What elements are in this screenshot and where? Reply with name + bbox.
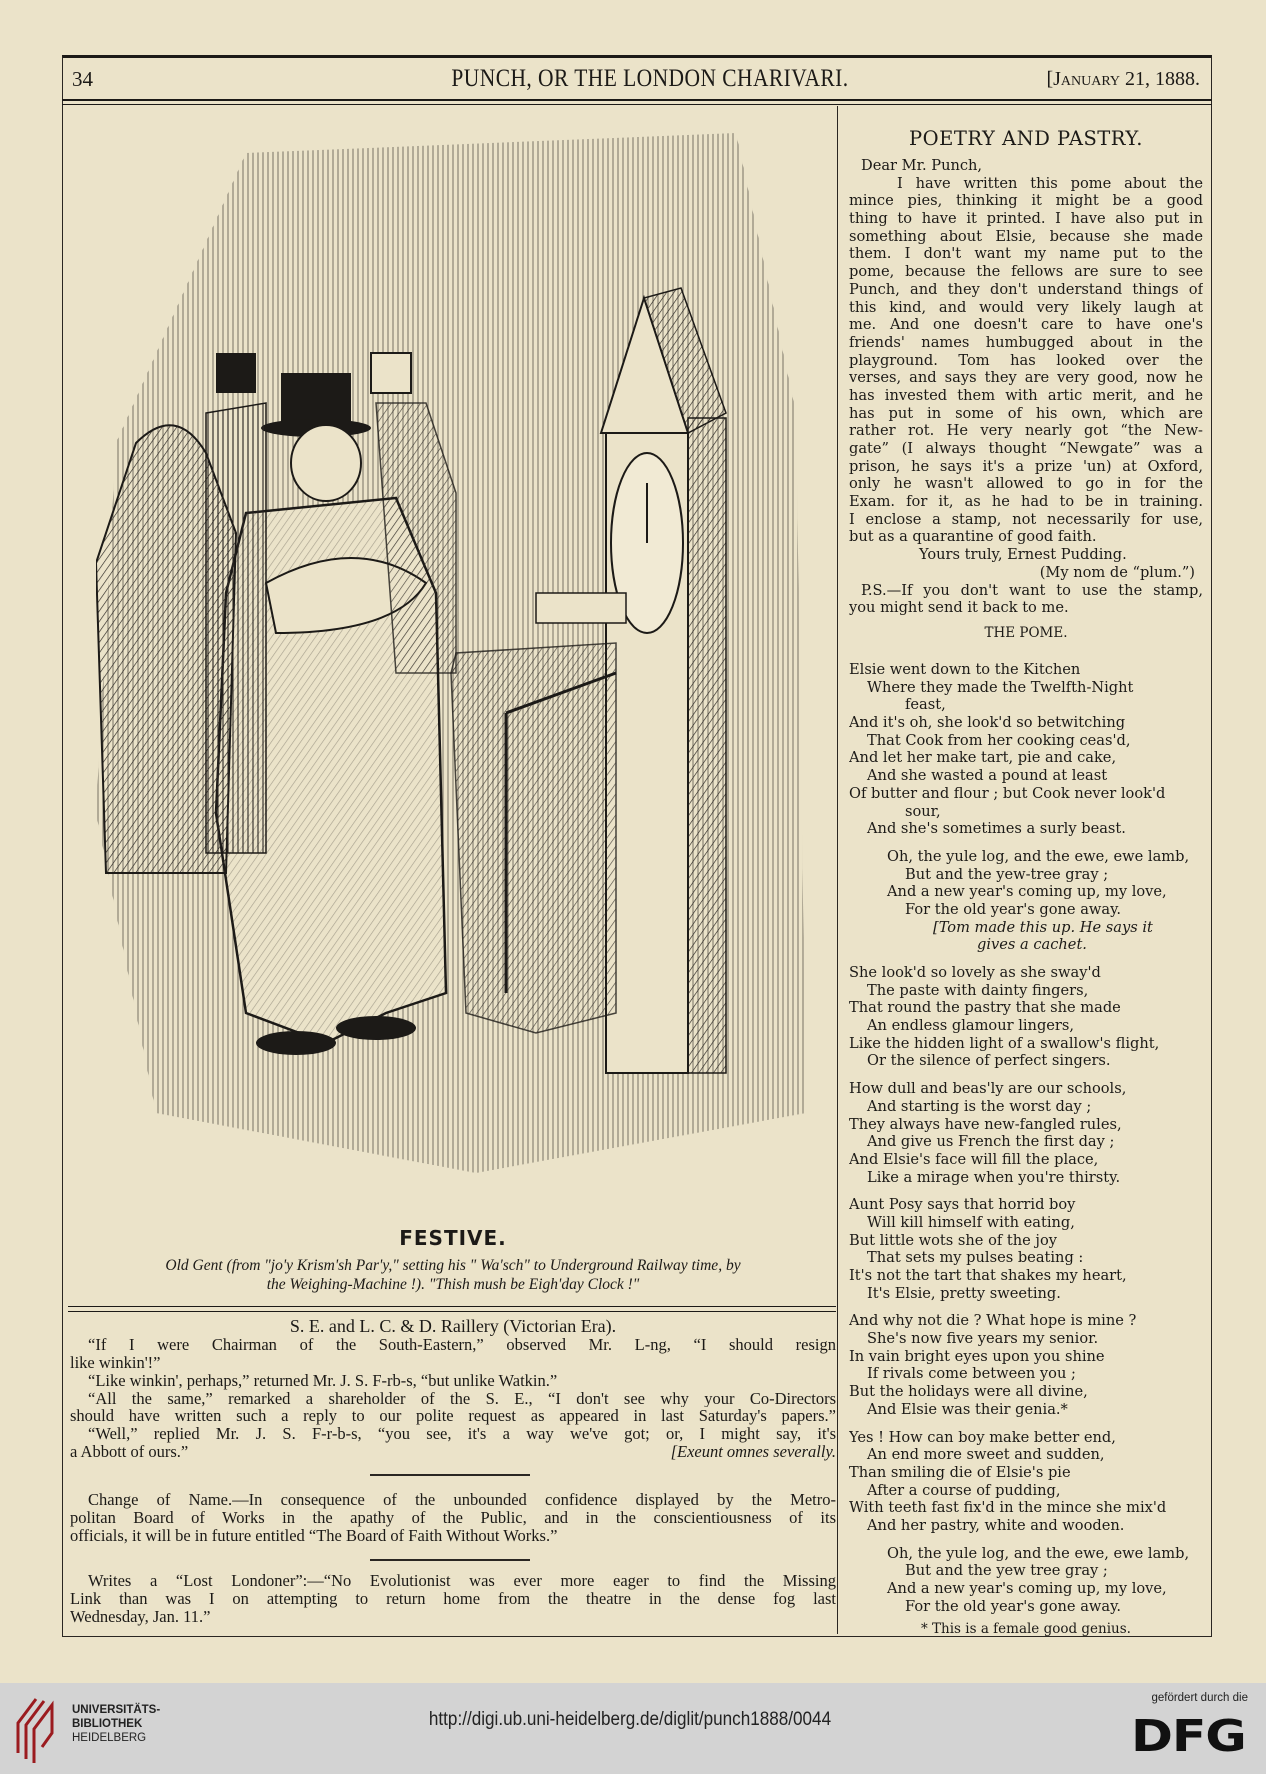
poem-line: feast, bbox=[905, 696, 946, 714]
cartoon-caption-line: Old Gent (from "jo'y Krism'sh Par'y," setting his " Wa'sch" to Underground Railway time, by bbox=[165, 1257, 741, 1274]
poem-line: And her pastry, white and wooden. bbox=[867, 1516, 1125, 1534]
raillery-article bbox=[70, 1318, 836, 1461]
article-line: a Abbott of ours.” bbox=[70, 1443, 189, 1462]
poem-line: For the old year's gone away. bbox=[905, 900, 1122, 918]
poem-line: But and the yew-tree gray ; bbox=[905, 865, 1109, 883]
cartoon-illustration bbox=[96, 113, 814, 1223]
poem-line: It's Elsie, pretty sweeting. bbox=[867, 1284, 1061, 1302]
poem-line: Yes ! How can boy make better end, bbox=[849, 1428, 1116, 1446]
letter-line: friends' names humbugged about in the bbox=[849, 333, 1203, 351]
issue-date: [January 21, 1888. bbox=[1046, 68, 1200, 90]
poem-line: An end more sweet and sudden, bbox=[867, 1446, 1105, 1464]
letter-line: Punch, and they don't understand things of bbox=[849, 280, 1203, 298]
poem-line: Oh, the yule log, and the ewe, ewe lamb, bbox=[887, 1544, 1190, 1562]
masthead-title: PUNCH, OR THE LONDON CHARIVARI. bbox=[451, 65, 849, 92]
poem-line: Aunt Posy says that horrid boy bbox=[849, 1196, 1076, 1214]
poem-stanza bbox=[849, 1196, 1203, 1302]
article-line: “All the same,” remarked a shareholder of the S. E., “I don't see why your Co-Directors bbox=[88, 1389, 836, 1408]
letter-line: Exam. for it, as he had to be in training. bbox=[849, 493, 1203, 511]
letter-line: you might send it back to me. bbox=[849, 599, 1069, 617]
poem-article-title: POETRY AND PASTRY. bbox=[909, 127, 1143, 150]
university-library-logo-icon bbox=[14, 1693, 70, 1765]
poem-line: And a new year's coming up, my love, bbox=[887, 883, 1167, 901]
poem-line: She's now five years my senior. bbox=[867, 1330, 1099, 1348]
letter-line: (My nom de “plum.”) bbox=[1039, 563, 1195, 581]
poem-line: That round the pastry that she made bbox=[849, 999, 1121, 1017]
poem-line: And she wasted a pound at least bbox=[867, 767, 1108, 785]
poem-line: An endless glamour lingers, bbox=[867, 1017, 1075, 1035]
poem-line: Like a mirage when you're thirsty. bbox=[867, 1168, 1121, 1186]
poem-stanza bbox=[849, 964, 1203, 1070]
poem-stanza bbox=[849, 1545, 1203, 1616]
letter-line: prison, he says it's a prize 'un) at Oxford, bbox=[849, 457, 1203, 475]
poem-line: And Elsie was their genia.* bbox=[867, 1400, 1068, 1418]
poem-line: Than smiling die of Elsie's pie bbox=[849, 1463, 1071, 1481]
letter-line: has invested them with artic merit, and he bbox=[849, 386, 1203, 404]
poem-stanza bbox=[849, 661, 1203, 838]
poem-line: [Tom made this up. He says it bbox=[933, 918, 1153, 936]
article-line: officials, it will be in future entitled “The Board of Faith Without Works.” bbox=[70, 1526, 558, 1545]
poem-line: If rivals come between you ; bbox=[867, 1365, 1076, 1383]
letter-line: only he wasn't allowed to go in for the bbox=[849, 475, 1203, 493]
poem-line: In vain bright eyes upon you shine bbox=[849, 1347, 1105, 1365]
article-line: “If I were Chairman of the South-Eastern,” observed Mr. L-ng, “I should resign bbox=[88, 1335, 836, 1354]
poem-line: And why not die ? What hope is mine ? bbox=[849, 1312, 1137, 1330]
poem-line: And let her make tart, pie and cake, bbox=[849, 749, 1117, 767]
dfg-logo: DFG bbox=[1131, 1711, 1246, 1762]
poem-stanza bbox=[849, 848, 1203, 954]
poem-line: Of butter and flour ; but Cook never look'd bbox=[849, 784, 1166, 802]
poem-line: Or the silence of perfect singers. bbox=[867, 1052, 1111, 1070]
letter-line: I have written this pome about the bbox=[897, 174, 1203, 192]
article-line: politan Board of Works in the apathy of the Public, and in the conscientiousness of its bbox=[70, 1508, 836, 1527]
poem-line: With teeth fast fix'd in the mince she mix'd bbox=[849, 1499, 1167, 1517]
poem-line: And give us French the first day ; bbox=[867, 1133, 1115, 1151]
poem-line: The paste with dainty fingers, bbox=[867, 981, 1089, 999]
poem-stanza bbox=[849, 1429, 1203, 1535]
section-rule bbox=[370, 1559, 530, 1561]
letter-line: has put in some of his own, which are bbox=[849, 404, 1203, 422]
section-double-rule bbox=[68, 1306, 836, 1312]
section-rule bbox=[370, 1474, 530, 1476]
digitization-footer bbox=[0, 1683, 1266, 1774]
letter-line: Yours truly, Ernest Pudding. bbox=[919, 546, 1127, 564]
letter-line: but as a quarantine of good faith. bbox=[849, 528, 1097, 546]
letter-line: me. And one doesn't care to have one's bbox=[849, 316, 1203, 334]
poem-line: That Cook from her cooking ceas'd, bbox=[867, 731, 1131, 749]
letter-line: this kind, and would very likely laugh at bbox=[849, 298, 1203, 316]
poem-line: After a course of pudding, bbox=[867, 1481, 1061, 1499]
poem-line: It's not the tart that shakes my heart, bbox=[849, 1267, 1127, 1284]
poem-line: But little wots she of the joy bbox=[849, 1231, 1057, 1249]
poem-line: She look'd so lovely as she sway'd bbox=[849, 964, 1101, 981]
lost-londoner-paragraph bbox=[70, 1572, 836, 1626]
article-line: should have written such a reply to our polite request as appeared in last Saturday's papers.” bbox=[70, 1407, 836, 1426]
poem-line: Elsie went down to the Kitchen bbox=[849, 661, 1081, 678]
article-line: like winkin'!” bbox=[70, 1353, 161, 1372]
poem-line: gives a cachet. bbox=[977, 936, 1087, 954]
library-name-line: UNIVERSITÄTS- bbox=[72, 1704, 161, 1716]
permalink-url[interactable]: http://digi.ub.uni-heidelberg.de/diglit/punch1888/0044 bbox=[428, 1709, 832, 1730]
article-line: Link than was I on attempting to return home from the theatre in the dense fog last bbox=[70, 1589, 836, 1608]
cartoon-title: FESTIVE. bbox=[399, 1226, 507, 1250]
article-line: Writes a “Lost Londoner”:—“No Evolutionist was ever more eager to find the Missing bbox=[88, 1572, 836, 1590]
poem-line: Where they made the Twelfth-Night bbox=[867, 678, 1134, 696]
change-of-name-paragraph bbox=[70, 1491, 836, 1545]
stage-direction: [Exeunt omnes severally. bbox=[670, 1443, 836, 1462]
article-line: Wednesday, Jan. 11.” bbox=[70, 1607, 211, 1626]
footnote: * This is a female good genius. bbox=[921, 1621, 1131, 1638]
poem-line: Oh, the yule log, and the ewe, ewe lamb, bbox=[887, 847, 1190, 865]
poem-stanza bbox=[849, 1080, 1203, 1186]
poem-line: And a new year's coming up, my love, bbox=[887, 1580, 1167, 1597]
poem-line: But and the yew tree gray ; bbox=[905, 1562, 1108, 1580]
column-divider bbox=[837, 106, 838, 1634]
letter-line: THE POME. bbox=[984, 624, 1068, 641]
cartoon-caption-line: the Weighing-Machine !). "Thish mush be Eigh'day Clock !" bbox=[266, 1276, 640, 1293]
article-line: “Like winkin', perhaps,” returned Mr. J. S. F-rb-s, “but unlike Watkin.” bbox=[88, 1371, 558, 1390]
poem-line: sour, bbox=[905, 802, 941, 820]
letter-line: rather rot. He very nearly got “the New- bbox=[849, 422, 1203, 440]
letter-line: playground. Tom has looked over the bbox=[849, 351, 1203, 369]
poem-line: But the holidays were all divine, bbox=[849, 1383, 1088, 1401]
poem-line: How dull and beas'ly are our schools, bbox=[849, 1080, 1127, 1098]
article-line: “Well,” replied Mr. J. S. F-r-b-s, “you see, it's a way we've got; or, I might say, it's bbox=[88, 1425, 836, 1444]
letter-to-punch bbox=[849, 157, 1203, 643]
letter-line: them. I don't want my name put to the bbox=[849, 245, 1203, 263]
poem-line: They always have new-fangled rules, bbox=[849, 1115, 1122, 1133]
poem-line: That sets my pulses beating : bbox=[867, 1249, 1084, 1267]
letter-line: thing to have it printed. I have also put in bbox=[849, 210, 1203, 228]
poem-line: And starting is the worst day ; bbox=[867, 1097, 1092, 1115]
letter-line: I enclose a stamp, not necessarily for use, bbox=[849, 510, 1203, 528]
letter-line: gate” (I always thought “Newgate” was a bbox=[849, 440, 1203, 457]
letter-line: pome, because the fellows are sure to see bbox=[849, 263, 1203, 281]
header-double-rule bbox=[62, 99, 1212, 105]
library-name-line: BIBLIOTHEK bbox=[72, 1718, 143, 1730]
page-number: 34 bbox=[72, 67, 93, 91]
letter-line: mince pies, thinking it might be a good bbox=[849, 192, 1203, 210]
letter-line: something about Elsie, because she made bbox=[849, 227, 1203, 245]
poem-stanza bbox=[849, 1312, 1203, 1418]
library-name-line: HEIDELBERG bbox=[72, 1732, 147, 1744]
poem-line: For the old year's gone away. bbox=[905, 1597, 1122, 1615]
funding-note: gefördert durch die bbox=[1151, 1692, 1248, 1704]
poem-body bbox=[849, 661, 1203, 1639]
article-line: Change of Name.—In consequence of the unbounded confidence displayed by the Metro- bbox=[88, 1491, 836, 1509]
poem-line: And Elsie's face will fill the place, bbox=[849, 1150, 1099, 1168]
letter-line: verses, and says they are very good, now he bbox=[849, 369, 1203, 387]
poem-line: Will kill himself with eating, bbox=[867, 1213, 1075, 1231]
poem-line: And it's oh, she look'd so betwitching bbox=[849, 714, 1126, 732]
poem-line: Like the hidden light of a swallow's flight, bbox=[849, 1034, 1160, 1052]
letter-line: P.S.—If you don't want to use the stamp, bbox=[861, 581, 1203, 599]
article-heading: S. E. and L. C. & D. Raillery (Victorian Era). bbox=[289, 1318, 617, 1336]
letter-line: Dear Mr. Punch, bbox=[861, 157, 983, 174]
poem-line: And she's sometimes a surly beast. bbox=[867, 820, 1126, 838]
